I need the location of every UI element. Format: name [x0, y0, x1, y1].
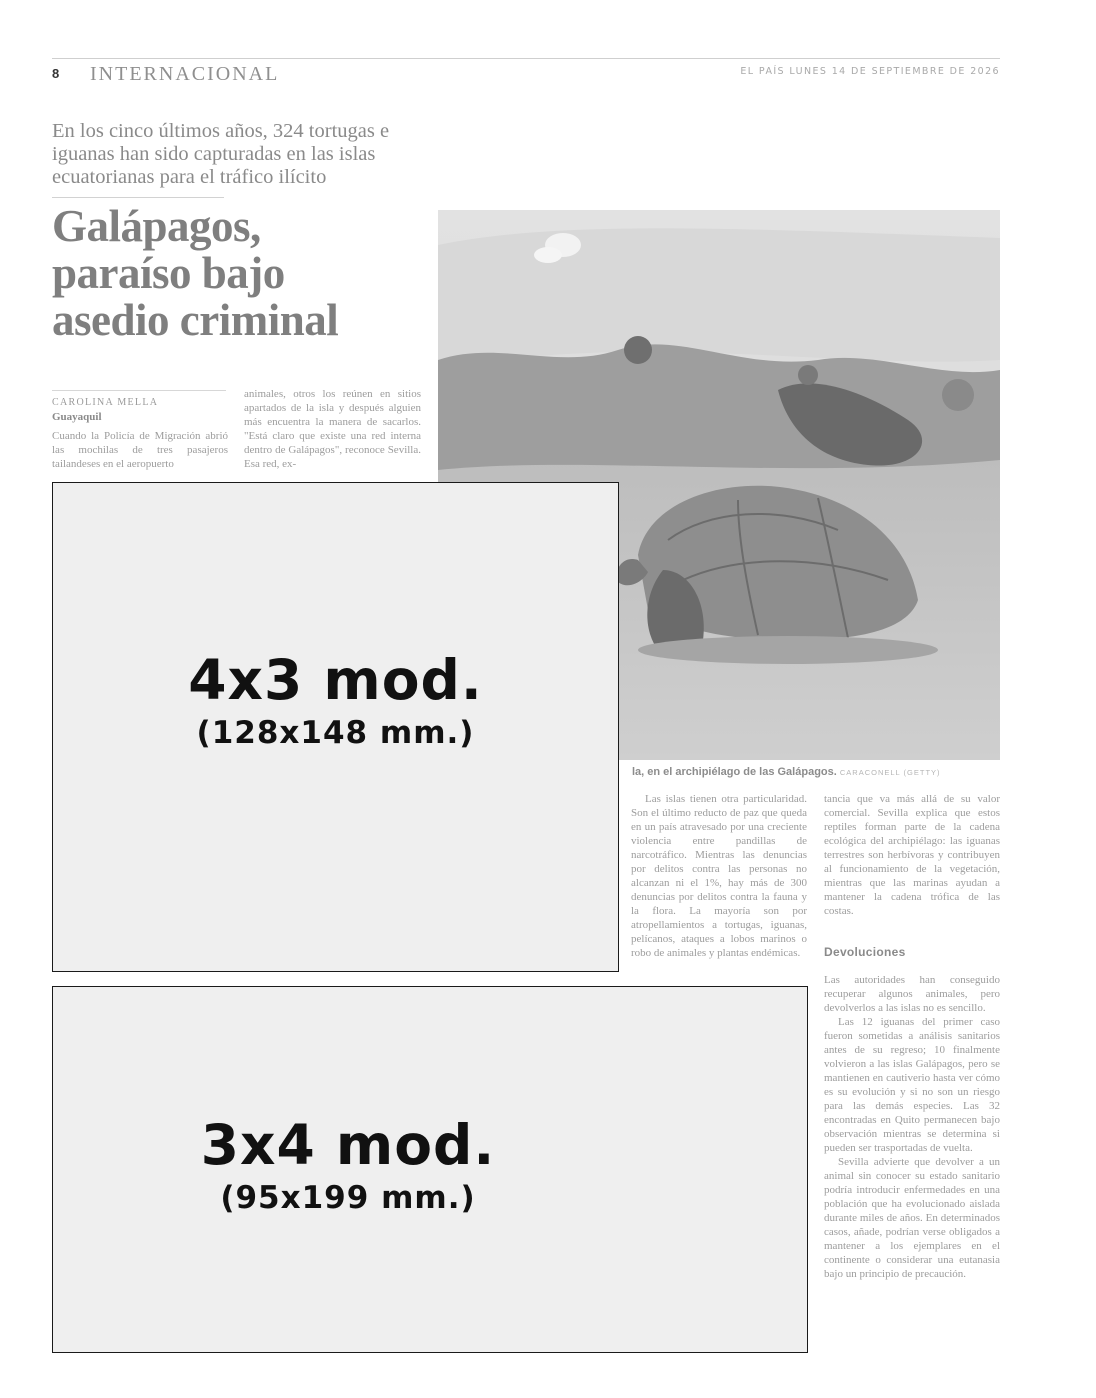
photo-credit: CARACONELL (GETTY)	[839, 768, 941, 777]
kicker-divider	[52, 197, 224, 198]
ad-placeholder-3x4	[52, 986, 808, 1353]
col4-paragraph-3: Las 12 iguanas del primer caso fueron sometidas a análisis sanitarios antes de su regreso; 10 finalmente volvieron a las islas Galápagos, pero se mantienen en cautiverio hasta ver cómo es su evolución y si no son un riesgo para las demás especies. Las 32 encontradas en Quito permanecen bajo observación mientras se determina si pueden ser trasportadas de vuelta.	[824, 1016, 1000, 1154]
caption-text: la, en el archipiélago de las Galápagos.	[632, 766, 837, 778]
ad-4x3-dimensions: (128x148 mm.)	[196, 715, 475, 751]
body-column-2	[244, 387, 421, 473]
body-column-4-bottom	[824, 973, 1000, 1351]
article-author: CAROLINA MELLA	[52, 397, 159, 408]
byline-divider	[52, 390, 226, 391]
article-location: Guayaquil	[52, 411, 102, 423]
col4-paragraph-4: Sevilla advierte que devolver a un animal sin conocer su estado sanitario podría introducir enfermedades en una población que ha evolucionado aislada durante miles de años. En determinados casos, añade, podrían verse obligados a mantener a los ejemplares en el continente o considerar una eutanasia bajo un principio de precaución.	[824, 1156, 1000, 1280]
body-column-3	[631, 792, 807, 988]
col4-paragraph-2: Las autoridades han conseguido recuperar algunos animales, pero devolverlos a las islas no es sencillo.	[824, 974, 1000, 1014]
col2-paragraph: animales, otros los reúnen en sitios apartados de la isla y después alguien más encuentra la manera de sacarlos. "Está claro que existe una red interna dentro de Galápagos", reconoce Sevilla. Esa red, ex-	[244, 388, 421, 470]
body-column-1	[52, 429, 228, 473]
ad-3x4-title: 3x4 mod.	[200, 1113, 496, 1177]
subhead-devoluciones: Devoluciones	[824, 945, 906, 959]
page-number: 8	[52, 66, 60, 81]
col1-paragraph: Cuando la Policía de Migración abrió las mochilas de tres pasajeros tailandeses en el aeropuerto	[52, 430, 228, 470]
section-title: INTERNACIONAL	[90, 63, 280, 85]
body-column-4-top	[824, 792, 1000, 934]
headline-line-3: asedio criminal	[52, 295, 339, 345]
header-rule	[52, 58, 1000, 59]
article-headline	[52, 203, 422, 344]
ad-placeholder-4x3	[52, 482, 619, 972]
photo-caption	[632, 766, 941, 778]
ad-3x4-dimensions: (95x199 mm.)	[220, 1180, 476, 1216]
dateline: EL PAÍS LUNES 14 DE SEPTIEMBRE DE 2026	[740, 66, 1000, 77]
headline-line-1: Galápagos,	[52, 201, 261, 251]
col4-paragraph-1: tancia que va más allá de su valor comercial. Sevilla explica que estos reptiles forman parte de la cadena ecológica del archipiélago: las iguanas terrestres son herbívoras y contribuyen al funcionamiento de la vegetación, mientras que las marinas ayudan a mantener la cadena trófica de las costas.	[824, 793, 1000, 917]
ad-4x3-title: 4x3 mod.	[188, 648, 483, 712]
article-kicker: En los cinco últimos años, 324 tortugas e iguanas han sido capturadas en las islas ecuatorianas para el tráfico ilícito	[52, 120, 390, 188]
col3-paragraph: Las islas tienen otra particularidad. Son el último reducto de paz que queda en un país atravesado por una creciente violencia entre pandillas de narcotráfico. Mientras las denuncias por delitos contra las personas no alcanzan ni el 1%, hay más de 300 denuncias por delitos contra la fauna y la flora. La mayoría son por atropellamientos a tortugas, iguanas, pelícanos, ataques a lobos marinos o robo de animales y plantas endémicas.	[631, 793, 807, 959]
headline-line-2: paraíso bajo	[52, 248, 285, 298]
